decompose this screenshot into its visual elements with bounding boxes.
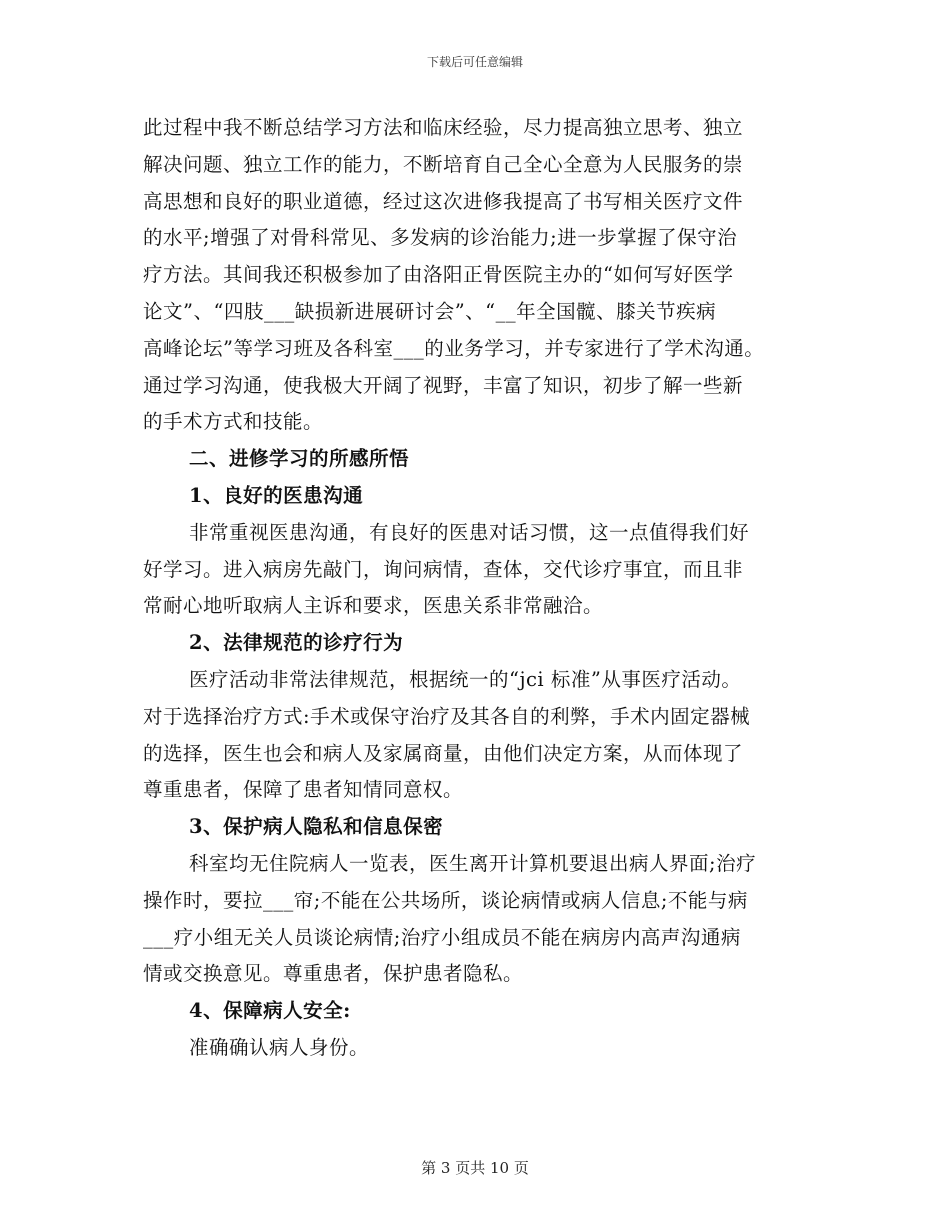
body-line: 此过程中我不断总结学习方法和临床经验，尽力提高独立思考、独立 bbox=[143, 116, 744, 139]
body-line: 好学习。进入病房先敲门，询问病情，查体，交代诊疗事宜，而且非 bbox=[143, 557, 744, 581]
subsection-heading: 1、良好的医患沟通 bbox=[189, 483, 364, 507]
body-line: 高峰论坛”等学习班及各科室___的业务学习，并专家进行了学术沟通。 bbox=[143, 336, 765, 360]
subsection-heading: 4、保障病人安全: bbox=[189, 999, 351, 1023]
body-line: 的手术方式和技能。 bbox=[143, 410, 324, 434]
document-body bbox=[143, 110, 823, 1067]
body-line: 论文”、“四肢___缺损新进展研讨会”、“__年全国髋、膝关节疾病 bbox=[143, 299, 717, 323]
body-line: 操作时，要拉___帘;不能在公共场所，谈论病情或病人信息;不能与病 bbox=[143, 888, 748, 912]
body-line: ___疗小组无关人员谈论病情;治疗小组成员不能在病房内高声沟通病 bbox=[143, 925, 741, 949]
subsection-heading: 2、法律规范的诊疗行为 bbox=[189, 631, 404, 655]
body-line: 非常重视医患沟通，有良好的医患对话习惯，这一点值得我们好 bbox=[189, 520, 750, 544]
body-line: 高思想和良好的职业道德，经过这次进修我提高了书写相关医疗文件 bbox=[143, 189, 744, 213]
body-line: 准确确认病人身份。 bbox=[189, 1035, 370, 1059]
body-line: 医疗活动非常法律规范，根据统一的“jci 标准”从事医疗活动。 bbox=[189, 667, 742, 691]
body-line: 的水平;增强了对骨科常见、多发病的诊治能力;进一步掌握了保守治 bbox=[143, 226, 738, 250]
body-line: 科室均无住院病人一览表，医生离开计算机要退出病人界面;治疗 bbox=[189, 851, 757, 875]
body-line: 解决问题、独立工作的能力，不断培育自己全心全意为人民服务的崇 bbox=[143, 152, 744, 176]
body-line: 对于选择治疗方式:手术或保守治疗及其各自的利弊，手术内固定器械 bbox=[143, 704, 751, 728]
section-heading: 二、进修学习的所感所悟 bbox=[189, 447, 410, 471]
body-line: 疗方法。其间我还积极参加了由洛阳正骨医院主办的“如何写好医学 bbox=[143, 263, 734, 287]
body-line: 的选择，医生也会和病人及家属商量，由他们决定方案，从而体现了 bbox=[143, 741, 744, 765]
body-line: 尊重患者，保障了患者知情同意权。 bbox=[143, 778, 464, 802]
body-line: 常耐心地听取病人主诉和要求，医患关系非常融洽。 bbox=[143, 594, 604, 618]
page-header: 下载后可任意编辑 bbox=[426, 55, 523, 69]
subsection-heading: 3、保护病人隐私和信息保密 bbox=[189, 815, 444, 839]
body-line: 情或交换意见。尊重患者，保护患者隐私。 bbox=[143, 962, 524, 986]
page-footer: 第 3 页共 10 页 bbox=[421, 1159, 529, 1177]
body-line: 通过学习沟通，使我极大开阔了视野，丰富了知识，初步了解一些新 bbox=[143, 373, 744, 397]
